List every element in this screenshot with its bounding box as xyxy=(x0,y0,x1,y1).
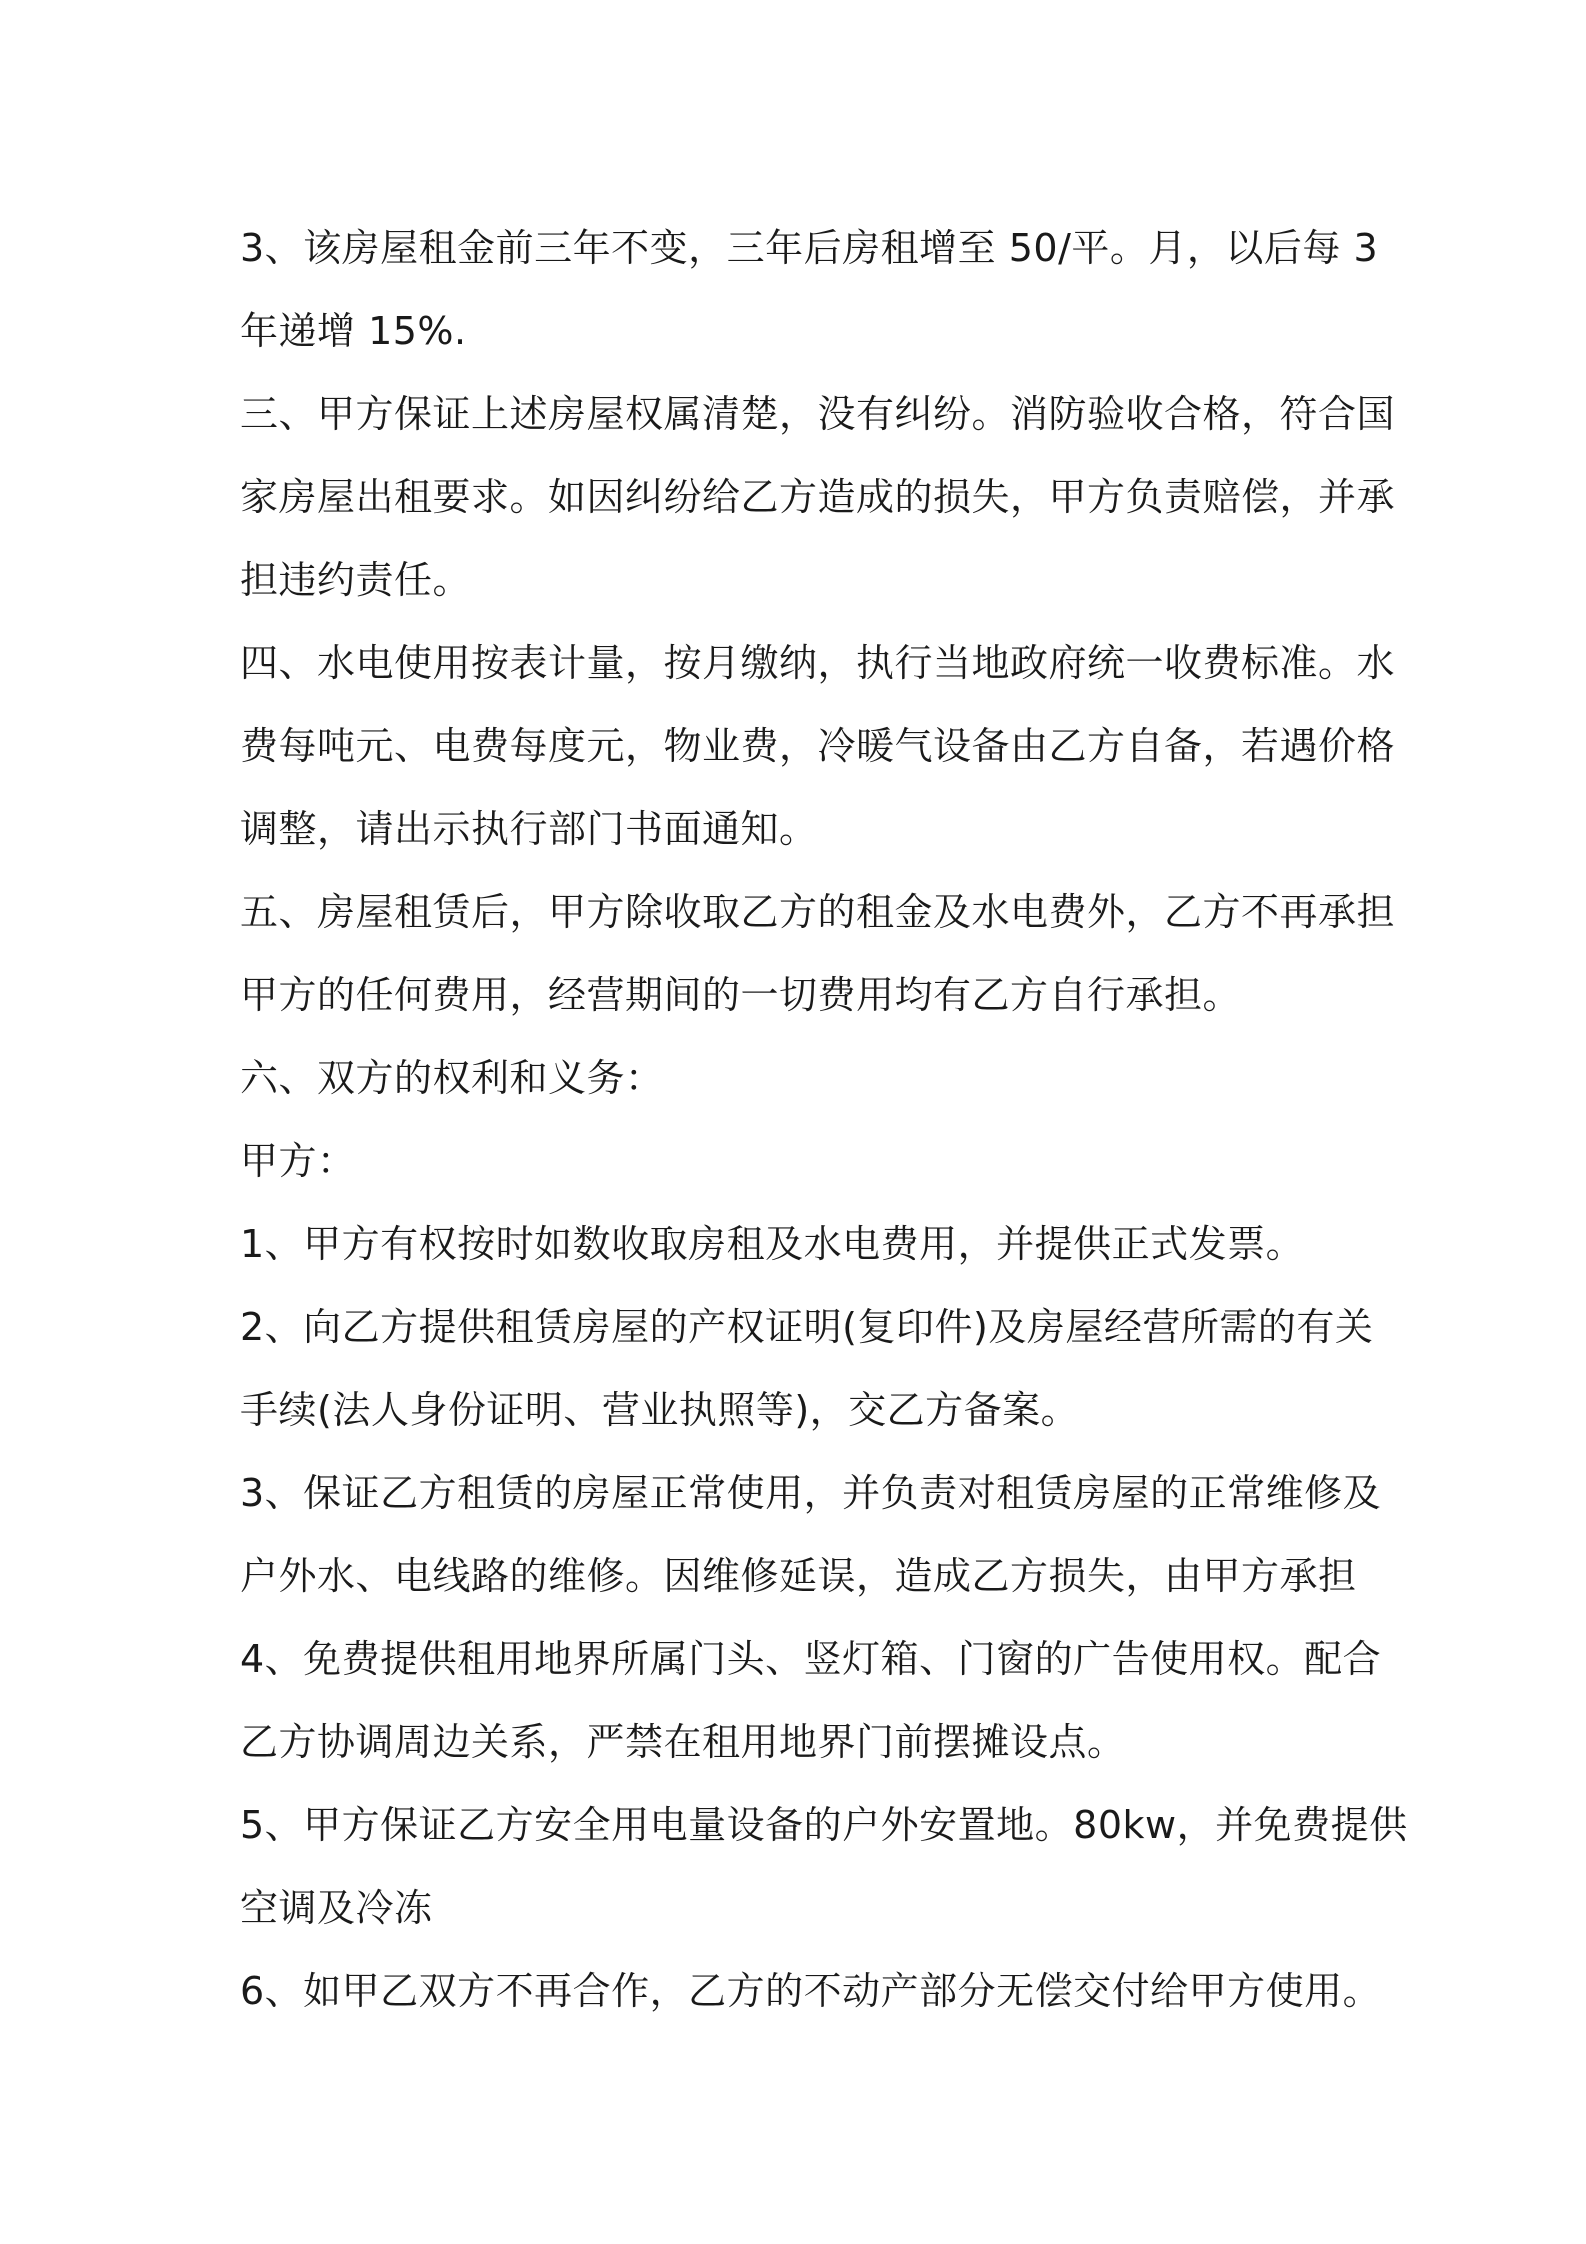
text-line: 担违约责任。 xyxy=(240,558,472,602)
text-line: 四、水电使用按表计量，按月缴纳，执行当地政府统一收费标准。水 xyxy=(240,641,1396,685)
text-line: 手续(法人身份证明、营业执照等)，交乙方备案。 xyxy=(240,1388,1080,1432)
text-line: 4、免费提供租用地界所属门头、竖灯箱、门窗的广告使用权。配合 xyxy=(240,1637,1382,1681)
text-line: 户外水、电线路的维修。因维修延误，造成乙方损失，由甲方承担 xyxy=(240,1554,1357,1598)
document-body xyxy=(240,207,1408,2033)
text-line: 调整，请出示执行部门书面通知。 xyxy=(240,807,818,851)
text-line: 六、双方的权利和义务： xyxy=(240,1056,664,1100)
text-line: 甲方的任何费用，经营期间的一切费用均有乙方自行承担。 xyxy=(240,973,1242,1017)
text-line: 家房屋出租要求。如因纠纷给乙方造成的损失，甲方负责赔偿，并承 xyxy=(240,475,1396,519)
text-line: 三、甲方保证上述房屋权属清楚，没有纠纷。消防验收合格，符合国 xyxy=(240,392,1396,436)
text-line: 费每吨元、电费每度元，物业费，冷暖气设备由乙方自备，若遇价格 xyxy=(240,724,1396,768)
text-line: 3、该房屋租金前三年不变，三年后房租增至 50/平。月，以后每 3 xyxy=(240,226,1379,270)
text-line: 1、甲方有权按时如数收取房租及水电费用，并提供正式发票。 xyxy=(240,1222,1305,1266)
text-line: 空调及冷冻 xyxy=(240,1886,433,1930)
text-line: 6、如甲乙双方不再合作，乙方的不动产部分无偿交付给甲方使用。 xyxy=(240,1969,1382,2013)
text-line: 3、保证乙方租赁的房屋正常使用，并负责对租赁房屋的正常维修及 xyxy=(240,1471,1382,1515)
text-line: 5、甲方保证乙方安全用电量设备的户外安置地。80kw，并免费提供 xyxy=(240,1803,1408,1847)
text-line: 乙方协调周边关系，严禁在租用地界门前摆摊设点。 xyxy=(240,1720,1126,1764)
text-line: 年递增 15%. xyxy=(240,309,467,353)
text-line: 五、房屋租赁后，甲方除收取乙方的租金及水电费外，乙方不再承担 xyxy=(240,890,1396,934)
text-line: 甲方： xyxy=(240,1139,356,1183)
text-line: 2、向乙方提供租赁房屋的产权证明(复印件)及房屋经营所需的有关 xyxy=(240,1305,1374,1349)
